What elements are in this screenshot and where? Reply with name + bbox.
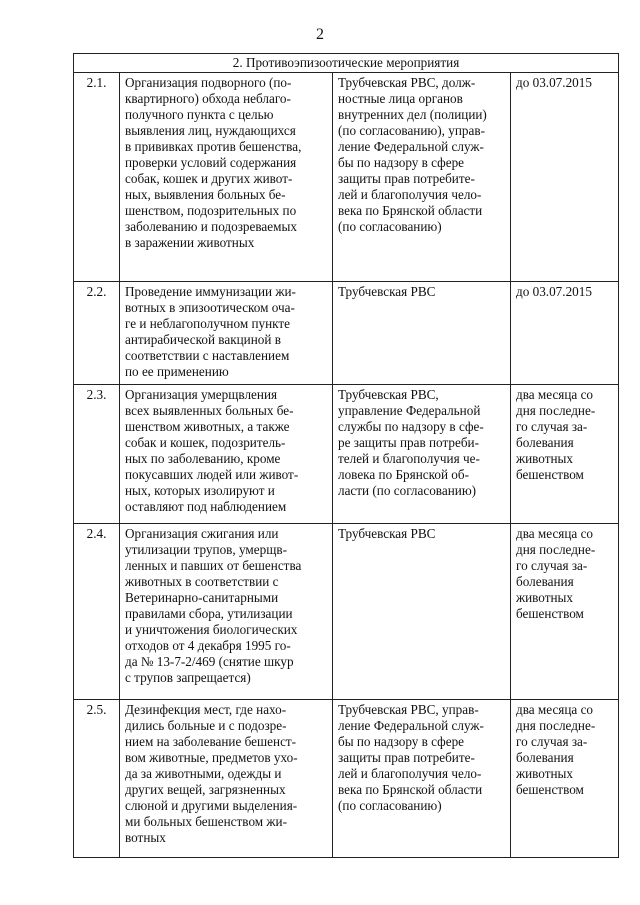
responsible-text: Трубчевская РВС (338, 284, 436, 299)
responsible-text: Трубчевская РВС (338, 526, 436, 541)
deadline-text: два месяца со дня последне- го случая за- болевания животных бешенством (516, 702, 596, 797)
deadline-text: два месяца со дня последне- го случая за- болевания животных бешенством (516, 526, 596, 621)
responsible-text: Трубчевская РВС, долж- ностные лица органов внутренних дел (полиции) (по согласованию), управ- ление Федеральной служ- бы по надзору в сфере защиты прав потребите- лей и благополучия чело- века по Брянской области (по согласованию) (338, 75, 487, 234)
deadline-text: два месяца со дня последне- го случая за- болевания животных бешенством (516, 387, 596, 482)
section-title: 2. Противоэпизоотические мероприятия (74, 54, 619, 73)
responsible-text: Трубчевская РВС, управ- ление Федеральной служ- бы по надзору в сфере защиты прав потребите- лей и благополучия чело- века по Брянской области (по согласованию) (338, 702, 484, 813)
table-row (74, 385, 619, 524)
row-number: 2.1. (74, 73, 120, 282)
table-row (74, 282, 619, 385)
action-text: Организация умерщвления всех выявленных больных бе- шенством животных, а также собак и кошек, подозритель- ных по заболеванию, кроме покусавших людей или живот- ных, которых изолируют и оставляют под наблюдением (125, 387, 299, 514)
section-header-row (74, 54, 619, 73)
row-number: 2.2. (74, 282, 120, 385)
action-text: Организация сжигания или утилизации трупов, умерщв- ленных и павших от бешенства животных в соответствии с Ветеринарно-санитарными правилами сбора, утилизации и уничтожения биологических отходов от 4 декабря 1995 го- да № 13-7-2/469 (снятие шкур с трупов запрещается) (125, 526, 302, 685)
responsible-text: Трубчевская РВС, управление Федеральной службы по надзору в сфе- ре защиты прав потреби- телей и благополучия че- ловека по Брянской об- ласти (по согласованию) (338, 387, 484, 498)
table-row (74, 700, 619, 858)
row-number: 2.5. (74, 700, 120, 858)
deadline-text: до 03.07.2015 (516, 75, 592, 90)
deadline-text: до 03.07.2015 (516, 284, 592, 299)
measures-table (73, 53, 619, 858)
row-number: 2.4. (74, 524, 120, 700)
table-row (74, 73, 619, 282)
action-text: Проведение иммунизации жи- вотных в эпизоотическом оча- ге и неблагополучном пункте антирабической вакциной в соответствии с наставлением по ее применению (125, 284, 296, 379)
row-number: 2.3. (74, 385, 120, 524)
action-text: Дезинфекция мест, где нахо- дились больные и с подозре- нием на заболевание бешенст- вом животные, предметов ухо- да за животными, одежды и других вещей, загрязненных слюной и другими выделения- ми больных бешенством жи- вотных (125, 702, 298, 845)
action-text: Организация подворного (по- квартирного) обхода неблаго- получного пункта с целью выявления лиц, нуждающихся в прививках против бешенства, проверки условий содержания собак, кошек и других живот- ных, выявления больных бе- шенством, подозрительных по заболеванию и подозреваемых в заражении животных (125, 75, 302, 250)
table-row (74, 524, 619, 700)
page-number: 2 (316, 26, 324, 43)
